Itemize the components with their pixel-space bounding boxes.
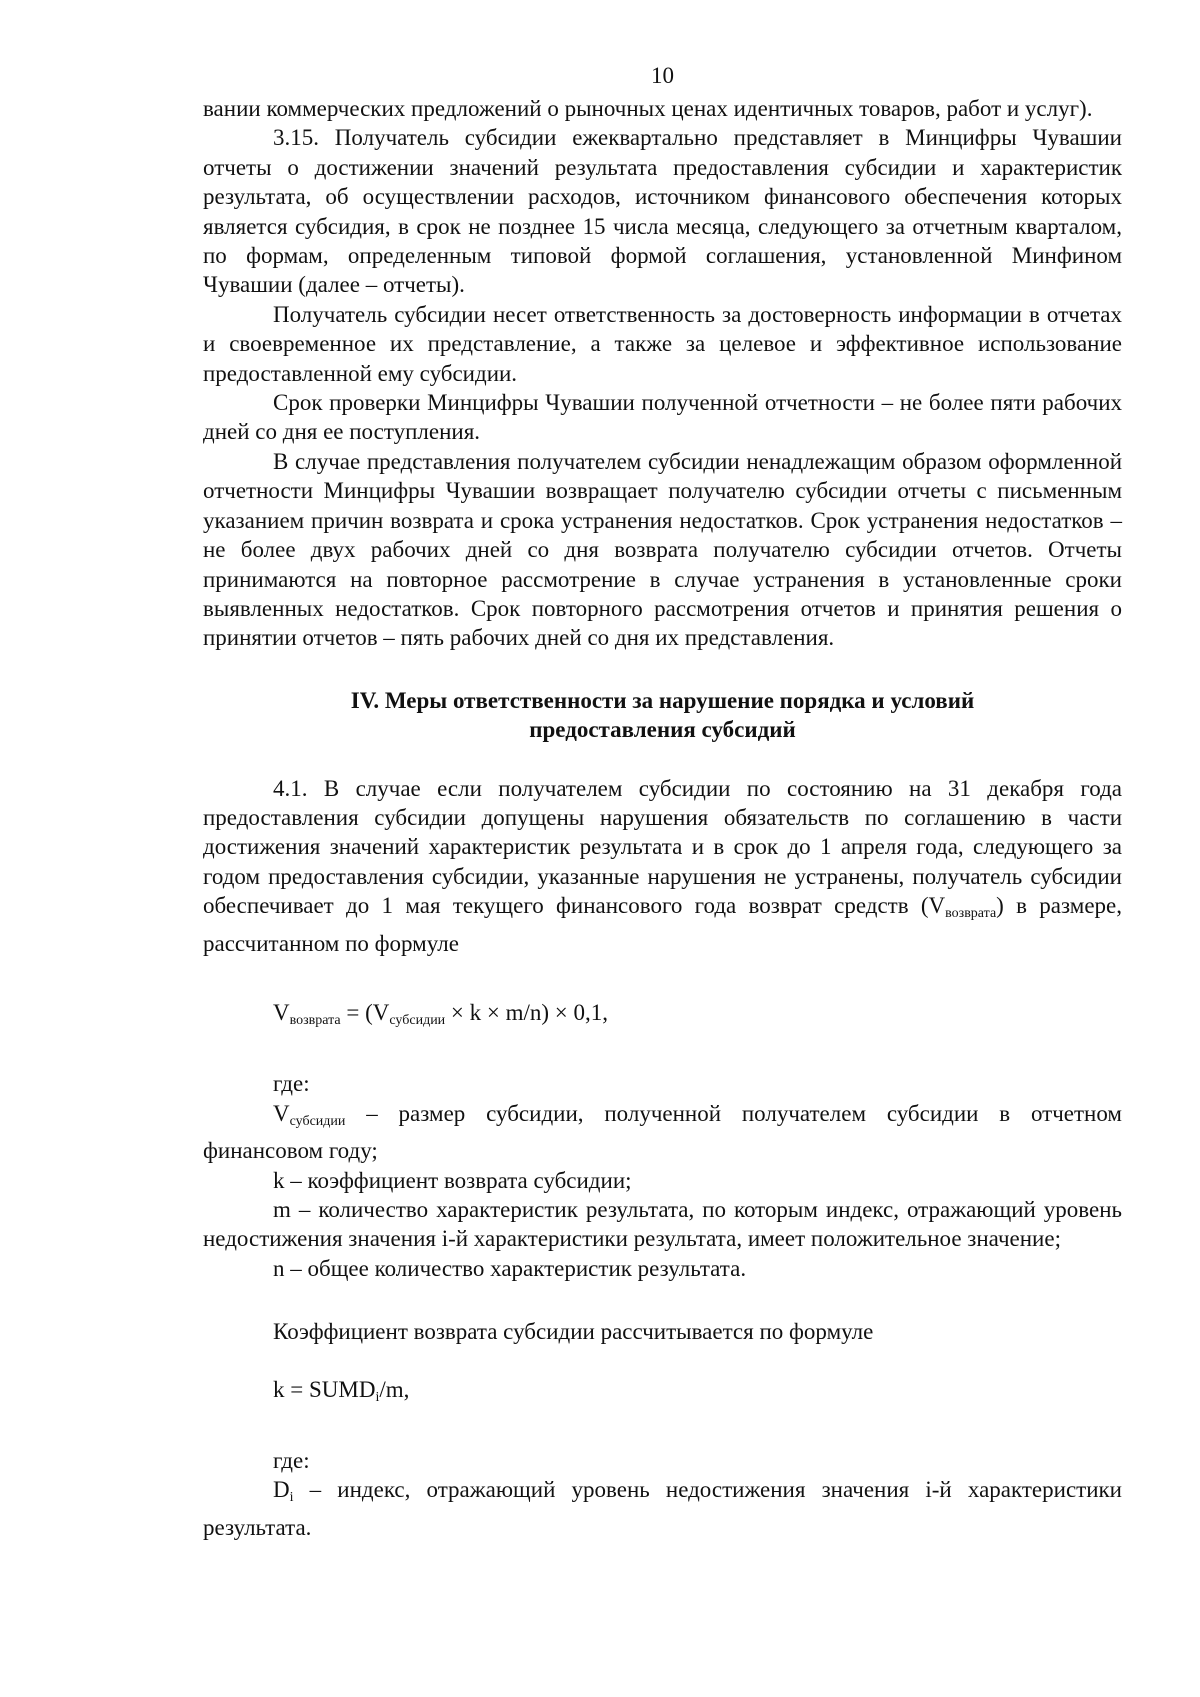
def-d-letter: D (273, 1477, 290, 1503)
paragraph-responsibility: Получатель субсидии несет ответственность за достоверность информации в отчетах и своевременное их представление, а также за целевое и эффективное использование предоставленной ему субсидии. (203, 301, 1122, 386)
def-v-subscript: субсидии (289, 1113, 346, 1129)
formula-1-subscript-subsidy: субсидии (389, 1012, 446, 1028)
formula-1-subscript-return: возврата (289, 1012, 341, 1028)
def-v-letter: V (273, 1100, 290, 1126)
section-title (203, 686, 1122, 745)
section-title-line-2: предоставления субсидий (529, 717, 796, 743)
formula-2-start: k = SUMD (273, 1376, 376, 1402)
def-d-subscript: i (289, 1490, 294, 1506)
formula-1-rest: × k × m/n) × 0,1, (445, 999, 609, 1025)
definition-v-subsidy (203, 1099, 1122, 1166)
coefficient-intro: Коэффициент возврата субсидии рассчитывается по формуле (273, 1319, 874, 1345)
formula-2-end: /m, (379, 1376, 410, 1402)
formula-coefficient (273, 1375, 1122, 1412)
def-d-text: – индекс, отражающий уровень недостижения значения i-й характеристики результата. (203, 1477, 1122, 1540)
paragraph-3-15: 3.15. Получатель субсидии ежеквартально представляет в Минцифры Чувашии отчеты о достижении значений результата предоставления субсидии и характеристик результата, об осуществлении расходов, источником финансового обеспечения которых является субсидия, в срок не позднее 15 числа месяца, следующего за отчетным кварталом, по формам, определенным типовой формой соглашения, установленной Минфином Чувашии (далее – отчеты). (203, 125, 1122, 298)
definition-k: k – коэффициент возврата субсидии; (273, 1167, 632, 1193)
paragraph-4-1-end: ) в размере, рассчитанном по формуле (203, 893, 1122, 956)
paragraph-improper-reports: В случае представления получателем субсидии ненадлежащим образом оформленной отчетности Минцифры Чувашии возвращает получателю субсидии отчеты с письменным указанием причин возврата и срока устранения недостатков. Срок устранения недостатков – не более двух рабочих дней со дня возврата получателю субсидии отчетов. Отчеты принимаются на повторное рассмотрение в случае устранения в установленные сроки выявленных недостатков. Срок повторного рассмотрения отчетов и принятия решения о принятии отчетов – пять рабочих дней со дня их представления. (203, 448, 1122, 651)
paragraph-4-1-subscript: возврата (945, 906, 997, 922)
formula-1-v: V (273, 999, 290, 1025)
formula-return-amount (273, 998, 1122, 1035)
definition-n: n – общее количество характеристик результата. (273, 1255, 747, 1281)
where-label-2: где: (273, 1448, 310, 1474)
def-v-text: – размер субсидии, полученной получателем субсидии в отчетном финансовом году; (203, 1100, 1122, 1164)
where-label-1: где: (273, 1071, 310, 1097)
page-number: 10 (651, 63, 674, 88)
paragraph-continuation: вании коммерческих предложений о рыночных ценах идентичных товаров, работ и услуг). (203, 96, 1093, 121)
formula-2-subscript: i (375, 1389, 380, 1405)
formula-1-mid: = (V (340, 999, 390, 1025)
paragraph-check-period: Срок проверки Минцифры Чувашии полученной отчетности – не более пяти рабочих дней со дня ее поступления. (203, 390, 1122, 445)
paragraph-4-1-text: 4.1. В случае если получателем субсидии по состоянию на 31 декабря года предоставления субсидии допущены нарушения обязательств по соглашению в части достижения значений характеристик результата и в срок до 1 апреля года, следующего за годом предоставления субсидии, указанные нарушения не устранены, получатель субсидии обеспечивает до 1 мая текущего финансового года возврат средств (V (203, 775, 1122, 919)
section-title-line-1: IV. Меры ответственности за нарушение порядка и условий (350, 687, 975, 713)
definition-m: m – количество характеристик результата, по которым индекс, отражающий уровень недостижения значения i-й характеристики результата, имеет положительное значение; (203, 1197, 1122, 1252)
definition-di (203, 1475, 1122, 1542)
paragraph-4-1 (203, 774, 1122, 958)
